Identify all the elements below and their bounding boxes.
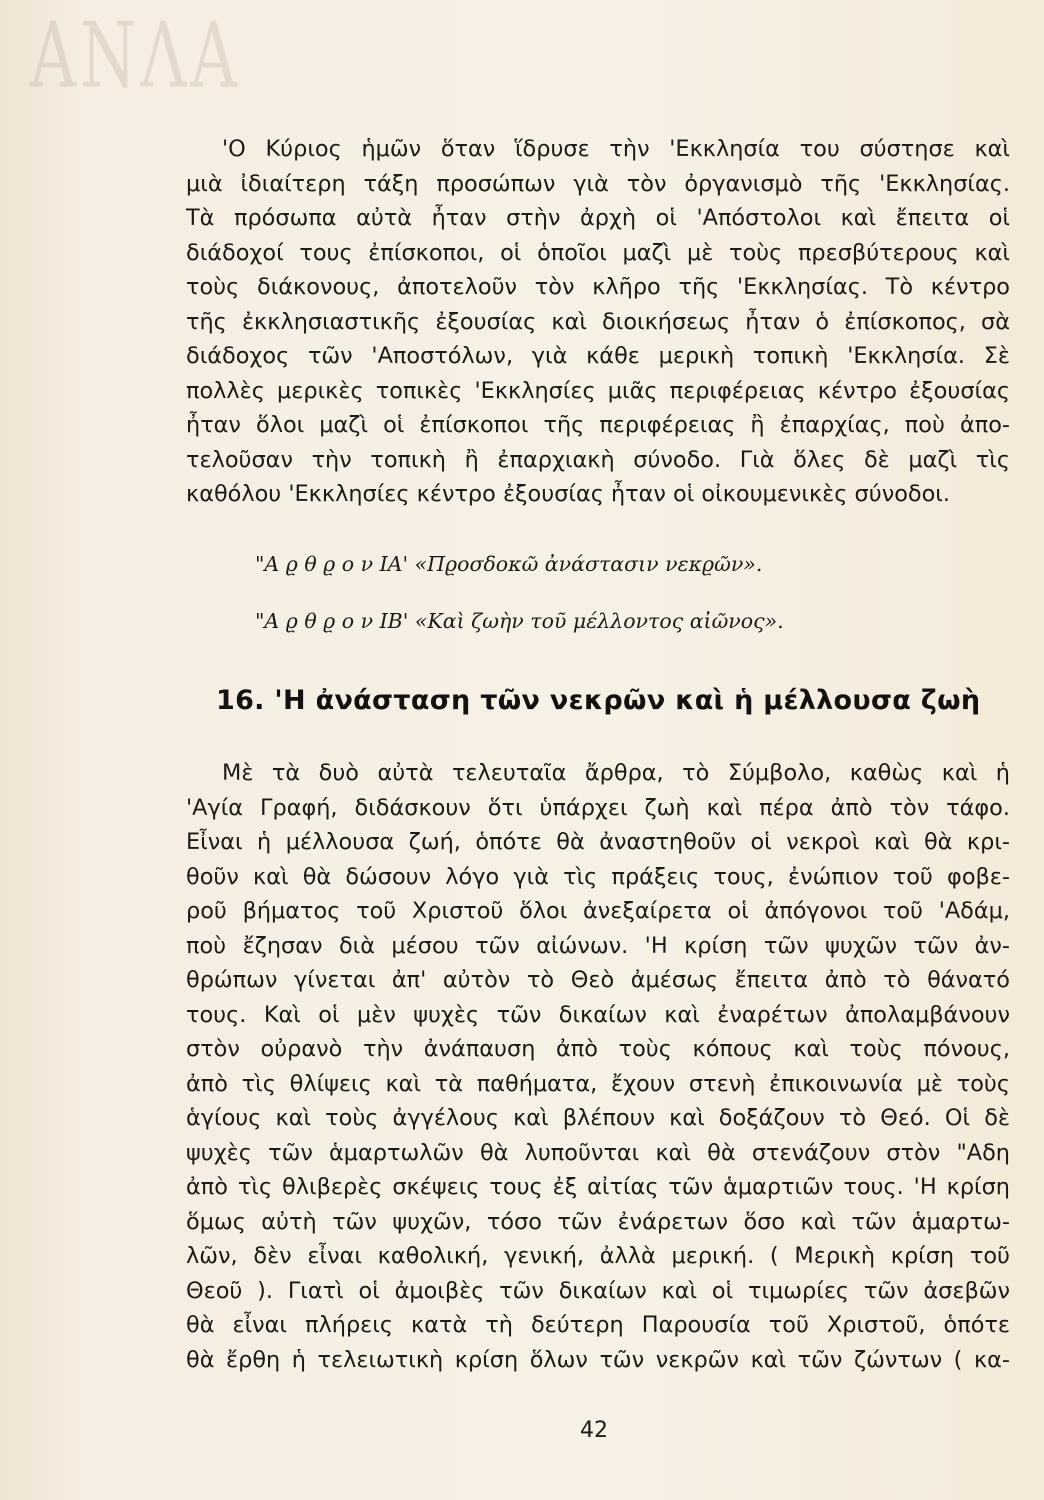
text-line: τελοῦσαν τὴν τοπικὴ ἢ ἐπαρχιακὴ σύνοδο. Γιὰ ὅλες δὲ μαζὶ τὶς bbox=[186, 446, 1010, 473]
text-line: ποὺ ἔζησαν διὰ μέσου τῶν αἰώνων. 'Η κρίση τῶν ψυχῶν τῶν ἀν- bbox=[186, 932, 1010, 959]
text-line: ὅμως αὐτὴ τῶν ψυχῶν, τόσο τῶν ἐνάρετων ὅσο καὶ τῶν ἁμαρτω- bbox=[186, 1208, 1010, 1235]
text-line: Μὲ τὰ δυὸ αὐτὰ τελευταῖα ἄρθρα, τὸ Σύμβολο, καθὼς καὶ ἡ bbox=[222, 760, 1010, 786]
text-line: θὰ ἔρθη ἡ τελειωτικὴ κρίση ὅλων τῶν νεκρῶν καὶ τῶν ζώντων ( κα- bbox=[186, 1346, 1010, 1373]
paragraph-resurrection bbox=[186, 756, 1010, 1377]
text-line: τῆς ἐκκλησιαστικῆς ἐξουσίας καὶ διοικήσεως ἦταν ὁ ἐπίσκοπος, σὰ bbox=[186, 308, 1010, 335]
text-line: θοῦν καὶ θὰ δώσουν λόγο γιὰ τὶς πράξεις τους, ἐνώπιον τοῦ φοβε- bbox=[186, 863, 1010, 890]
text-line: 'Αγία Γραφή, διδάσκουν ὅτι ὑπάρχει ζωὴ καὶ πέρα ἀπὸ τὸν τάφο. bbox=[186, 794, 1010, 821]
text-line: τους. Καὶ οἱ μὲν ψυχὲς τῶν δικαίων καὶ ἐναρέτων ἀπολαμβάνουν bbox=[186, 1001, 1010, 1028]
text-line: Τὰ πρόσωπα αὐτὰ ἦταν στὴν ἀρχὴ οἱ 'Απόστολοι καὶ ἔπειτα οἱ bbox=[186, 205, 1010, 231]
text-line: πολλὲς μερικὲς τοπικὲς 'Εκκλησίες μιᾶς περιφέρειας κέντρο ἐξουσίας bbox=[186, 377, 1010, 404]
text-line: ἀπὸ τὶς θλιβερὲς σκέψεις τους ἐξ αἰτίας τῶν ἁμαρτιῶν τους. 'Η κρίση bbox=[186, 1174, 1010, 1200]
creed-article-12 bbox=[255, 609, 784, 633]
text-line: ψυχὲς τῶν ἁμαρτωλῶν θὰ λυποῦνται καὶ θὰ στενάζουν στὸν "Αδη bbox=[186, 1139, 1010, 1166]
text-line: θὰ εἶναι πλήρεις κατὰ τὴ δεύτερη Παρουσία τοῦ Χριστοῦ, ὁπότε bbox=[186, 1312, 1010, 1338]
text-line: λῶν, δὲν εἶναι καθολική, γενική, ἀλλὰ μερική. ( Μερικὴ κρίση τοῦ bbox=[186, 1243, 1010, 1269]
section-heading: 16. 'Η ἀνάσταση τῶν νεκρῶν καὶ ἡ μέλλουσα ζωὴ bbox=[216, 685, 981, 716]
text-line: ἀπὸ τὶς θλίψεις καὶ τὰ παθήματα, ἔχουν στενὴ ἐπικοινωνία μὲ τοὺς bbox=[186, 1070, 1010, 1097]
text-line: καθόλου 'Εκκλησίες κέντρο ἐξουσίας ἦταν οἱ οἰκουμενικὲς σύνοδοι. bbox=[186, 481, 950, 507]
text-line: θρώπων γίνεται ἀπ' αὐτὸν τὸ Θεὸ ἀμέσως ἔπειτα ἀπὸ τὸ θάνατό bbox=[186, 967, 1010, 993]
paragraph-church-hierarchy bbox=[186, 132, 1010, 512]
text-line: Θεοῦ ). Γιατὶ οἱ ἀμοιβὲς τῶν δικαίων καὶ οἱ τιμωρίες τῶν ἀσεβῶν bbox=[186, 1277, 1010, 1304]
bleed-through-mark: ΑΝΛΑ bbox=[30, 5, 241, 109]
text-line: μιὰ ἰδιαίτερη τάξη προσώπων γιὰ τὸν ὀργανισμὸ τῆς 'Εκκλησίας. bbox=[186, 170, 1010, 197]
text-line: ἦταν ὅλοι μαζὶ οἱ ἐπίσκοποι τῆς περιφέρειας ἢ ἐπαρχίας, ποὺ ἀπο- bbox=[186, 412, 1010, 438]
article-12-text: "Α ϱ θ ϱ ο ν ΙΒ' «Καὶ ζωὴν τοῦ μέλλοντος αἰῶνος». bbox=[255, 609, 784, 633]
creed-article-11 bbox=[255, 552, 762, 576]
article-11-text: "Α ϱ θ ϱ ο ν ΙΑ' «Πϱοσδοκῶ ἀνάστασιν νεκϱῶν». bbox=[255, 552, 763, 576]
text-line: ροῦ βήματος τοῦ Χριστοῦ ὅλοι ἀνεξαίρετα οἱ ἀπόγονοι τοῦ 'Αδάμ, bbox=[186, 898, 1010, 924]
text-line: ἁγίους καὶ τοὺς ἀγγέλους καὶ βλέπουν καὶ δοξάζουν τὸ Θεό. Οἱ δὲ bbox=[186, 1105, 1010, 1131]
text-line: διάδοχος τῶν 'Αποστόλων, γιὰ κάθε μερικὴ τοπικὴ 'Εκκλησία. Σὲ bbox=[186, 343, 1010, 369]
text-line: διάδοχοί τους ἐπίσκοποι, οἱ ὁποῖοι μαζὶ μὲ τοὺς πρεσβύτερους καὶ bbox=[186, 239, 1010, 266]
page-number: 42 bbox=[580, 1418, 608, 1443]
text-line: τοὺς διάκονους, ἀποτελοῦν τὸν κλῆρο τῆς 'Εκκλησίας. Τὸ κέντρο bbox=[186, 274, 1010, 300]
text-line: στὸν οὐρανὸ τὴν ἀνάπαυση ἀπὸ τοὺς κόπους καὶ τοὺς πόνους, bbox=[186, 1036, 1010, 1062]
text-line: Εἶναι ἡ μέλλουσα ζωή, ὁπότε θὰ ἀναστηθοῦν οἱ νεκροὶ καὶ θὰ κρι- bbox=[186, 829, 1010, 855]
text-line: 'Ο Κύριος ἡμῶν ὅταν ἵδρυσε τὴν 'Εκκλησία του σύστησε καὶ bbox=[222, 136, 1010, 162]
